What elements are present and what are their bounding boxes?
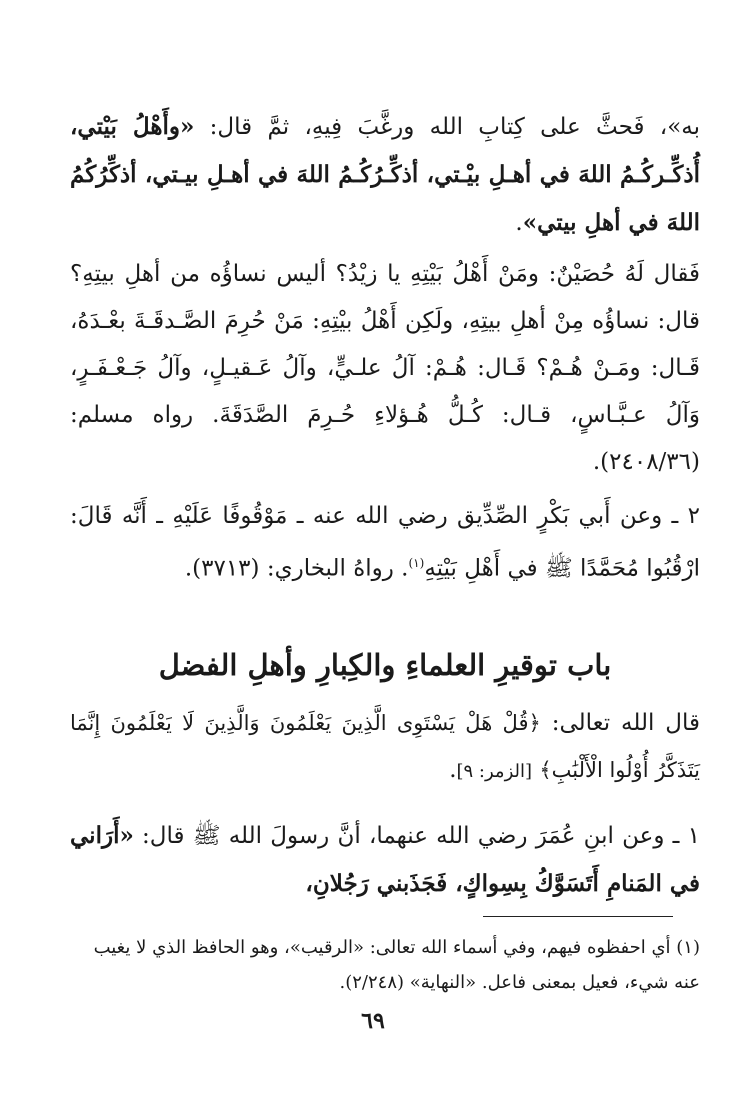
paragraph-quran-verse — [70, 700, 700, 795]
paragraph-ibn-umar-hadith — [70, 812, 700, 908]
paragraph4-end: . — [449, 757, 457, 783]
paragraph-hadith-continuation — [70, 103, 700, 247]
paragraph5-quote: «أَرَاني في المَنامِ أَتَسَوَّكُ بِسِواكٍ، فَجَذَبني رَجُلانِ، — [70, 822, 700, 897]
page-number: ٦٩ — [361, 1008, 385, 1034]
verse-citation: [الزمر: ٩] — [456, 761, 533, 782]
paragraph1-end: . — [515, 210, 523, 236]
paragraph3-text-b: . رواهُ البخاري: (٣٧١٣). — [184, 555, 409, 582]
footnote-divider — [483, 916, 673, 917]
paragraph-husain-question — [70, 251, 700, 486]
footnote: (١) أي احفظوه فيهم، وفي أسماء الله تعالى: «الرقيب»، وهو الحافظ الذي لا يغيب عنه شيء، فعيل بمعنى فاعل. «النهاية» (٢/٢٤٨). — [93, 937, 700, 993]
paragraph-abu-bakr-hadith — [70, 493, 700, 593]
paragraph3-quote: ارْقُبُوا مُحَمَّدًا ﷺ في أَهْلِ بَيْتِهِ — [424, 555, 700, 582]
chapter-title: باب توقيرِ العلماءِ والكِبارِ وأهلِ الفضل — [158, 648, 612, 682]
prophetic-quote: «وأَهْلُ بَيْتي، أُذكِّـركُـمُ اللهَ في أهـلِ بيْـتي، أذكِّـرُكُـمُ اللهَ في أهـلِ بيـتي، أذكِّرُكُمُ اللهَ في أهلِ بيتي» — [70, 113, 700, 236]
paragraph2-text: فَقال لَهُ حُصَيْنٌ: ومَنْ أَهْلُ بَيْتِهِ يا زيْدُ؟ أليس نساؤُه من أهلِ بيتِهِ؟ قال: نساؤُه مِنْ أهلِ بيتِهِ، ولَكِن أَهْلُ بيْتِهِ: مَنْ حُرِمَ الصَّـدقَـةَ بعْـدَهُ، قَـال: ومَـنْ هُـمْ؟ قَـال: هُـمْ: آلُ علـيٍّ، وآلُ عَـقيـلٍ، وآلُ جَـعْـفَـرٍ، وَآلُ عـبَّـاسٍ، قـال: كُـلُّ هُـؤلاءِ حُـرِمَ الصَّدَقَةَ. رواه مسلم: (٢٤٠٨/٣٦). — [70, 261, 700, 475]
footnote-ref: (١) — [408, 556, 425, 570]
paragraph4-intro: قال الله تعالى: — [540, 710, 701, 736]
paragraph1-intro: به»، فَحثَّ على كِتابِ الله ورغَّبَ فِيهِ، ثمَّ قال: — [194, 114, 700, 140]
paragraph5-text: ١ ـ وعن ابنِ عُمَرَ رضي الله عنهما، أنَّ رسولَ الله ﷺ قال: — [133, 823, 700, 849]
quran-verse: ﴿قُلْ هَلْ يَسْتَوِى الَّذِينَ يَعْلَمُونَ وَالَّذِينَ لَا يَعْلَمُونَ إِنَّمَا يَتَذَكَّرُ أُوْلُوا الْأَلْبَٰبِ﴾ — [70, 711, 700, 782]
paragraph3-text-a: ٢ ـ وعن أَبي بَكْرٍ الصِّدِّيق رضي الله عنه ـ مَوْقُوفًا عَلَيْهِ ـ أَنَّه قَالَ: — [70, 503, 700, 529]
